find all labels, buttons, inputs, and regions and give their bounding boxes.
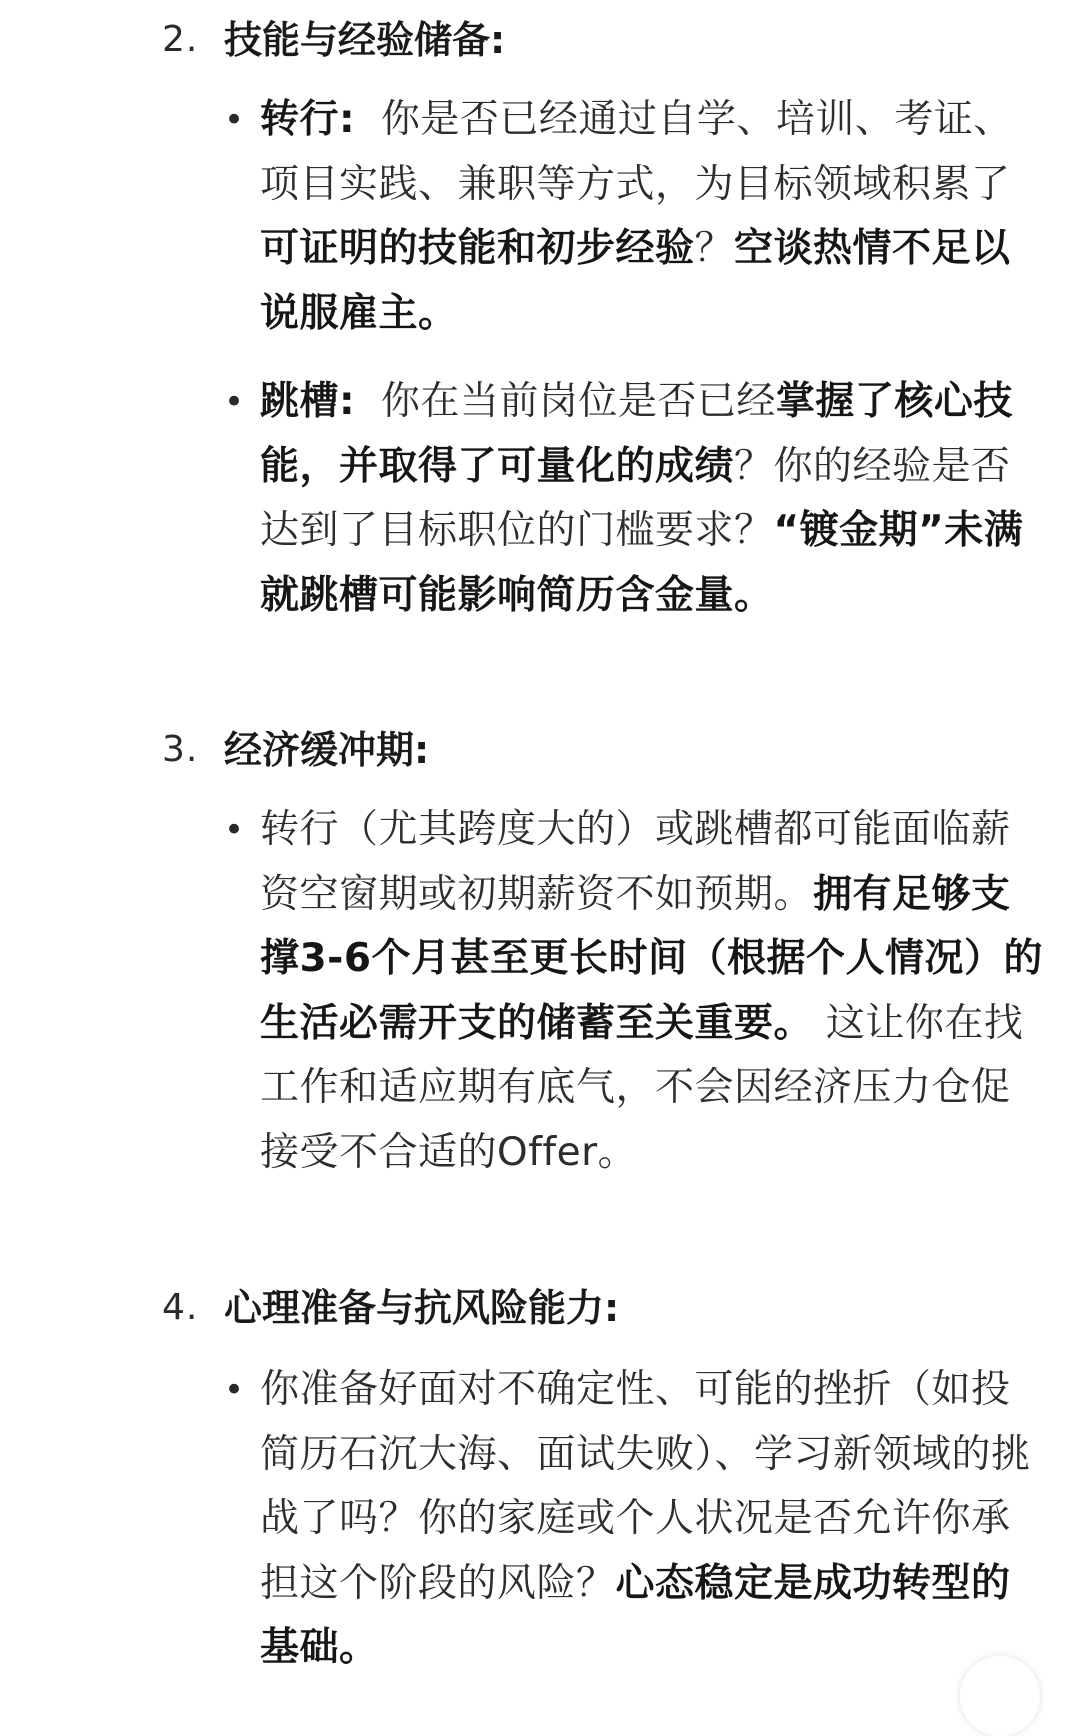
bold-text: 可证明的技能和初步经验	[260, 226, 695, 271]
bold-text: “镀金期”未满就跳槽可能影响简历含金量。	[260, 508, 1024, 618]
bullet-body: 你准备好面对不确定性、可能的挫折（如投简历石沉大海、面试失败）、学习新领域的挑战了吗？你的家庭或个人状况是否允许你承担这个阶段的风险？	[260, 1367, 1031, 1606]
bullet-body: 你是否已经通过自学、培训、考证、项目实践、兼职等方式，为目标领域积累了	[260, 97, 1013, 207]
bullet-dot: •	[224, 382, 245, 422]
bullet-dot: •	[224, 100, 245, 140]
bold-text: 空谈热情不足以说服雇主。	[260, 226, 1011, 336]
bold-text: 拥有足够支撑3-6个月甚至更长时间（根据个人情况）的生活必需开支的储蓄至关重要。	[260, 871, 1043, 1046]
list-number: 4.	[162, 1287, 199, 1328]
bullet-body: 转行（尤其跨度大的）或跳槽都可能面临薪资空窗期或初期薪资不如预期。	[260, 807, 1011, 917]
bullet-text	[260, 88, 1046, 346]
scroll-to-bottom-button[interactable]	[960, 1656, 1040, 1736]
list-number: 2.	[162, 19, 199, 60]
section-heading: 心理准备与抗风险能力:	[224, 1286, 620, 1330]
list-number: 3.	[162, 729, 199, 770]
bullet-label: 转行:	[260, 97, 356, 142]
bullet-text	[260, 370, 1046, 628]
bullet-body: 这让你在找工作和适应期有底气，不会因经济压力仓促接受不合适的Offer。	[260, 1000, 1024, 1175]
bold-text: 心态稳定是成功转型的基础。	[260, 1560, 1011, 1670]
bullet-text	[260, 1358, 1046, 1681]
bullet-body: 你在当前岗位是否已经	[380, 379, 776, 424]
bullet-label: 跳槽:	[260, 379, 356, 424]
bullet-dot: •	[224, 810, 245, 850]
bullet-body: ？你的经验是否达到了目标职位的门槛要求？	[260, 443, 1011, 553]
bullet-body: ？	[694, 226, 735, 271]
section-heading: 经济缓冲期:	[224, 728, 430, 772]
bold-text: 掌握了核心技能，并取得了可量化的成绩	[260, 379, 1013, 489]
section-heading: 技能与经验储备:	[224, 18, 506, 62]
bullet-dot: •	[224, 1370, 245, 1410]
bullet-text	[260, 798, 1046, 1185]
